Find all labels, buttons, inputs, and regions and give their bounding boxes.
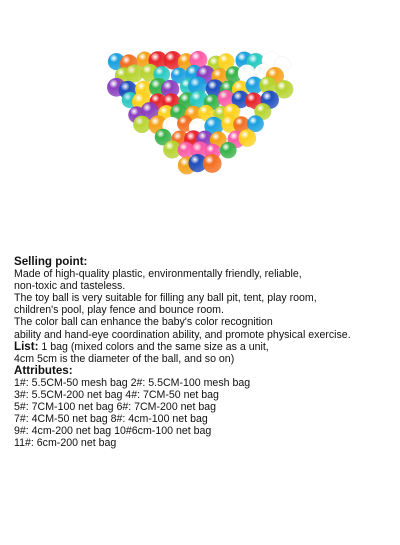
- ball: [220, 142, 236, 158]
- attribute-line: 7#: 4CM-50 net bag 8#: 4cm-100 net bag: [14, 413, 208, 426]
- attribute-line: 1#: 5.5CM-50 mesh bag 2#: 5.5CM-100 mesh bag: [14, 376, 251, 389]
- attribute-line: 11#: 6cm-200 net bag: [14, 437, 117, 450]
- heart-of-ball-pit-balls-image: [0, 0, 400, 255]
- selling-point-line: The toy ball is very suitable for filling any ball pit, tent, play room,: [14, 292, 317, 305]
- product-image: [0, 0, 400, 255]
- selling-point-line: non-toxic and tasteless.: [14, 280, 126, 293]
- list-line: [14, 341, 394, 353]
- selling-point-line: children's pool, play fence and bounce room.: [14, 304, 224, 317]
- attribute-line: 3#: 5.5CM-200 net bag 4#: 7CM-50 net bag: [14, 389, 219, 402]
- product-description: [14, 256, 394, 450]
- selling-point-line: The color ball can enhance the baby's color recognition: [14, 316, 273, 329]
- selling-point-line: Made of high-quality plastic, environmentally friendly, reliable,: [14, 268, 302, 281]
- ball: [238, 129, 256, 147]
- attribute-line: 5#: 7CM-100 net bag 6#: 7CM-200 net bag: [14, 401, 217, 414]
- list-text: 1 bag (mixed colors and the same size as a unit,: [38, 340, 269, 353]
- list-label: List:: [14, 339, 39, 353]
- list-continuation: 4cm 5cm is the diameter of the ball, and so on): [14, 352, 235, 365]
- ball: [203, 154, 222, 173]
- attributes-heading: Attributes:: [14, 363, 73, 377]
- ball: [125, 64, 143, 82]
- selling-point-heading: Selling point:: [14, 255, 88, 268]
- attribute-line: 9#: 4cm-200 net bag 10#6cm-100 net bag: [14, 425, 212, 438]
- ball: [133, 116, 150, 133]
- selling-point-line: ability and hand-eye coordination ability, and promote physical exercise.: [14, 328, 351, 341]
